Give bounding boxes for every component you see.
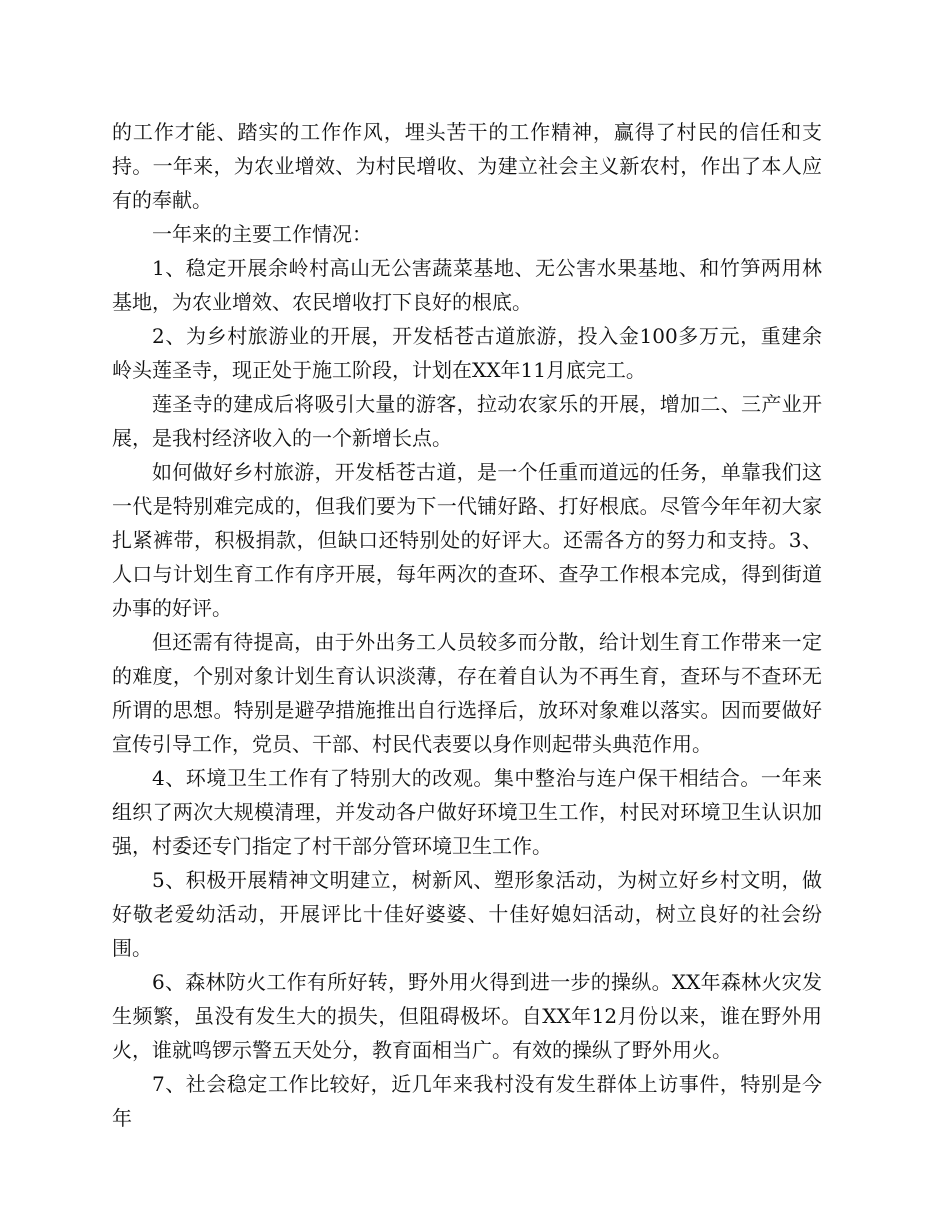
paragraph-heading-main-work: 一年来的主要工作情况： xyxy=(152,222,372,246)
paragraph-item-1: 1、稳定开展余岭村高山无公害蔬菜基地、无公害水果基地、和竹笋两用林基地，为农业增效、农民增收打下良好的根底。 xyxy=(112,256,822,314)
paragraph-lianshengsi: 莲圣寺的建成后将吸引大量的游客，拉动农家乐的开展，增加二、三产业开展，是我村经济收入的一个新增长点。 xyxy=(112,392,822,450)
paragraph-item-5: 5、积极开展精神文明建立，树新风、塑形象活动，为树立好乡村文明，做好敬老爱幼活动，开展评比十佳好婆婆、十佳好媳妇活动，树立良好的社会纷围。 xyxy=(112,868,822,960)
document-body xyxy=(112,115,822,1135)
paragraph-rural-tourism: 如何做好乡村旅游，开发栝苍古道，是一个任重而道远的任务，单靠我们这一代是特别难完成的，但我们要为下一代铺好路、打好根底。尽管今年年初大家扎紧裤带，积极捐款，但缺口还特别处的好评大。还需各方的努力和支持。3、人口与计划生育工作有序开展，每年两次的查环、查孕工作根本完成，得到街道办事的好评。 xyxy=(112,460,822,620)
paragraph-item-4: 4、环境卫生工作有了特别大的改观。集中整治与连户保干相结合。一年来组织了两次大规模清理，并发动各户做好环境卫生工作，村民对环境卫生认识加强，村委还专门指定了村干部分管环境卫生工作。 xyxy=(112,766,822,858)
paragraph-family-planning: 但还需有待提高，由于外出务工人员较多而分散，给计划生育工作带来一定的难度，个别对象计划生育认识淡薄，存在着自认为不再生育，查环与不查环无所谓的思想。特别是避孕措施推出自行选择后，放环对象难以落实。因而要做好宣传引导工作，党员、干部、村民代表要以身作则起带头典范作用。 xyxy=(112,630,822,756)
paragraph-item-2: 2、为乡村旅游业的开展，开发栝苍古道旅游，投入金100多万元，重建余岭头莲圣寺，现正处于施工阶段，计划在XX年11月底完工。 xyxy=(112,324,822,382)
paragraph-item-7: 7、社会稳定工作比较好，近几年来我村没有发生群体上访事件，特别是今年 xyxy=(112,1072,822,1130)
paragraph-item-6: 6、森林防火工作有所好转，野外用火得到进一步的操纵。XX年森林火灾发生频繁，虽没有发生大的损失，但阻碍极坏。自XX年12月份以来，谁在野外用火，谁就鸣锣示警五天处分，教育面相当广。有效的操纵了野外用火。 xyxy=(112,970,822,1062)
paragraph-continuation: 的工作才能、踏实的工作作风，埋头苦干的工作精神，赢得了村民的信任和支持。一年来，为农业增效、为村民增收、为建立社会主义新农村，作出了本人应有的奉献。 xyxy=(112,120,822,212)
